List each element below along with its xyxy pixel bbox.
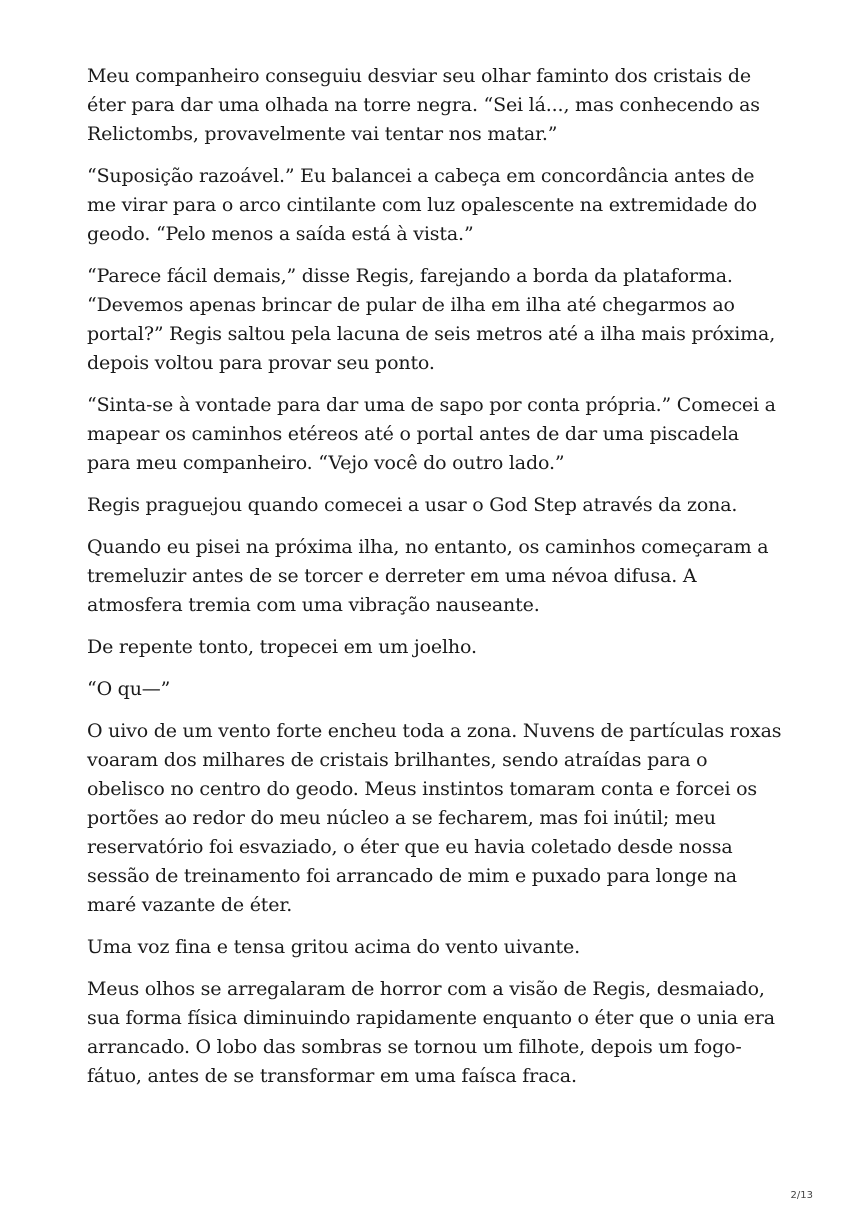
paragraph-6: Quando eu pisei na próxima ilha, no entanto, os caminhos começaram a tremeluzir antes de se torcer e derreter em uma névoa difusa. A atmosfera tremia com uma vibração nauseante. <box>87 536 769 616</box>
paragraph-1: Meu companheiro conseguiu desviar seu olhar faminto dos cristais de éter para dar uma olhada na torre negra. “Sei lá..., mas conhecendo as Relictombs, provavelmente vai tentar nos matar.” <box>87 65 760 145</box>
paragraph-5: Regis praguejou quando comecei a usar o God Step através da zona. <box>87 494 738 516</box>
paragraph-9: O uivo de um vento forte encheu toda a zona. Nuvens de partículas roxas voaram dos milhares de cristais brilhantes, sendo atraídas para o obelisco no centro do geodo. Meus instintos tomaram conta e forcei os portões ao redor do meu núcleo a se fecharem, mas foi inútil; meu reservatório foi esvaziado, o éter que eu havia coletado desde nossa sessão de treinamento foi arrancado de mim e puxado para longe na maré vazante de éter. <box>87 720 782 916</box>
paragraph-2: “Suposição razoável.” Eu balancei a cabeça em concordância antes de me virar para o arco cintilante com luz opalescente na extremidade do geodo. “Pelo menos a saída está à vista.” <box>87 165 757 245</box>
paragraph-11: Meus olhos se arregalaram de horror com a visão de Regis, desmaiado, sua forma física diminuindo rapidamente enquanto o éter que o unia era arrancado. O lobo das sombras se tornou um filhote, depois um fogo-fátuo, antes de se transformar em uma faísca fraca. <box>87 978 775 1087</box>
paragraph-10: Uma voz fina e tensa gritou acima do vento uivante. <box>87 936 581 958</box>
paragraph-8: “O qu—” <box>87 678 171 700</box>
page-number: 2/13 <box>790 1190 813 1201</box>
paragraph-3: “Parece fácil demais,” disse Regis, farejando a borda da plataforma. “Devemos apenas brincar de pular de ilha em ilha até chegarmos ao portal?” Regis saltou pela lacuna de seis metros até a ilha mais próxima, depois voltou para provar seu ponto. <box>87 265 776 374</box>
text-body <box>87 62 787 1104</box>
paragraph-4: “Sinta-se à vontade para dar uma de sapo por conta própria.” Comecei a mapear os caminhos etéreos até o portal antes de dar uma piscadela para meu companheiro. “Vejo você do outro lado.” <box>87 394 776 474</box>
paragraph-7: De repente tonto, tropecei em um joelho. <box>87 636 477 658</box>
